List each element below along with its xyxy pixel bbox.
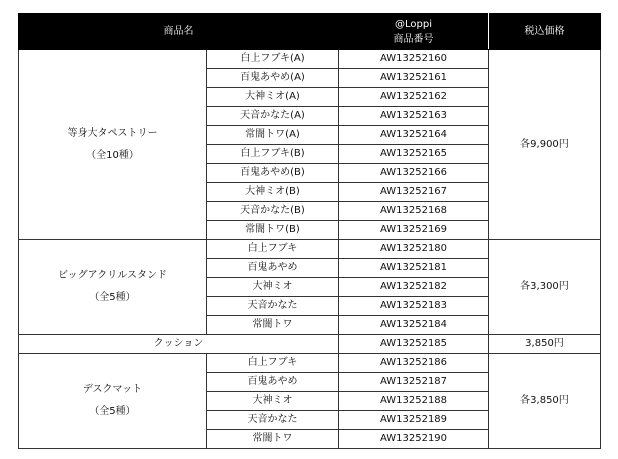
product-code-cell: AW13252182 [339, 278, 489, 297]
variant-cell: 大神ミオ(A) [207, 88, 339, 107]
price-cell: 各3,850円 [489, 354, 601, 449]
variant-cell: 天音かなた(B) [207, 202, 339, 221]
product-table [18, 13, 601, 449]
product-code-cell: AW13252160 [339, 50, 489, 69]
product-code-cell: AW13252168 [339, 202, 489, 221]
product-code-cell: AW13252187 [339, 373, 489, 392]
price-cell: 各9,900円 [489, 50, 601, 240]
variant-cell: 常闇トワ(A) [207, 126, 339, 145]
variant-cell: 白上フブキ(B) [207, 145, 339, 164]
product-code-cell: AW13252180 [339, 240, 489, 259]
table-header [19, 14, 601, 50]
price-cell: 各3,300円 [489, 240, 601, 335]
variant-cell: 白上フブキ(A) [207, 50, 339, 69]
variant-cell: 百鬼あやめ [207, 259, 339, 278]
variant-cell: 常闇トワ [207, 316, 339, 335]
table-body [19, 50, 601, 449]
table-row [19, 354, 601, 373]
product-code-cell: AW13252186 [339, 354, 489, 373]
variant-cell: 大神ミオ [207, 278, 339, 297]
product-name-cell [19, 50, 207, 240]
product-count: （全5種） [89, 292, 136, 303]
product-code-cell: AW13252190 [339, 430, 489, 449]
product-count: （全10種） [86, 149, 139, 161]
product-code-cell: AW13252162 [339, 88, 489, 107]
variant-cell: 白上フブキ [207, 354, 339, 373]
product-code-cell: AW13252185 [339, 335, 489, 354]
variant-cell: 大神ミオ [207, 392, 339, 411]
variant-cell: 大神ミオ(B) [207, 183, 339, 202]
product-code-cell: AW13252181 [339, 259, 489, 278]
product-name-cell [19, 240, 207, 335]
variant-cell: 常闇トワ(B) [207, 221, 339, 240]
header-row [19, 14, 601, 50]
product-name: デスクマット [82, 384, 143, 395]
header-code-line1: @Loppi [395, 18, 432, 30]
variant-cell: 天音かなた [207, 297, 339, 316]
product-name: 等身大タペストリー [67, 127, 158, 139]
header-code-line2: 商品番号 [393, 33, 434, 45]
product-code-cell: AW13252167 [339, 183, 489, 202]
product-code-cell: AW13252164 [339, 126, 489, 145]
product-code-cell: AW13252188 [339, 392, 489, 411]
variant-cell: 百鬼あやめ(A) [207, 69, 339, 88]
product-name-cell [19, 354, 207, 449]
product-code-cell: AW13252183 [339, 297, 489, 316]
product-code-cell: AW13252161 [339, 69, 489, 88]
product-code-cell: AW13252189 [339, 411, 489, 430]
product-name: ビッグアクリルスタンド [58, 270, 167, 281]
product-code-cell: AW13252163 [339, 107, 489, 126]
product-code-cell: AW13252169 [339, 221, 489, 240]
product-name-cell: クッション [19, 335, 339, 354]
variant-cell: 天音かなた(A) [207, 107, 339, 126]
table-row [19, 50, 601, 69]
header-price: 税込価格 [489, 14, 601, 50]
variant-cell: 天音かなた [207, 411, 339, 430]
product-code-cell: AW13252166 [339, 164, 489, 183]
variant-cell: 白上フブキ [207, 240, 339, 259]
product-code-cell: AW13252165 [339, 145, 489, 164]
product-code-cell: AW13252184 [339, 316, 489, 335]
table-row [19, 335, 601, 354]
header-product-code [339, 14, 489, 50]
variant-cell: 百鬼あやめ(B) [207, 164, 339, 183]
variant-cell: 常闇トワ [207, 430, 339, 449]
header-product-name: 商品名 [19, 14, 339, 50]
product-count: （全5種） [89, 406, 136, 417]
table-row [19, 240, 601, 259]
variant-cell: 百鬼あやめ [207, 373, 339, 392]
price-cell: 3,850円 [489, 335, 601, 354]
